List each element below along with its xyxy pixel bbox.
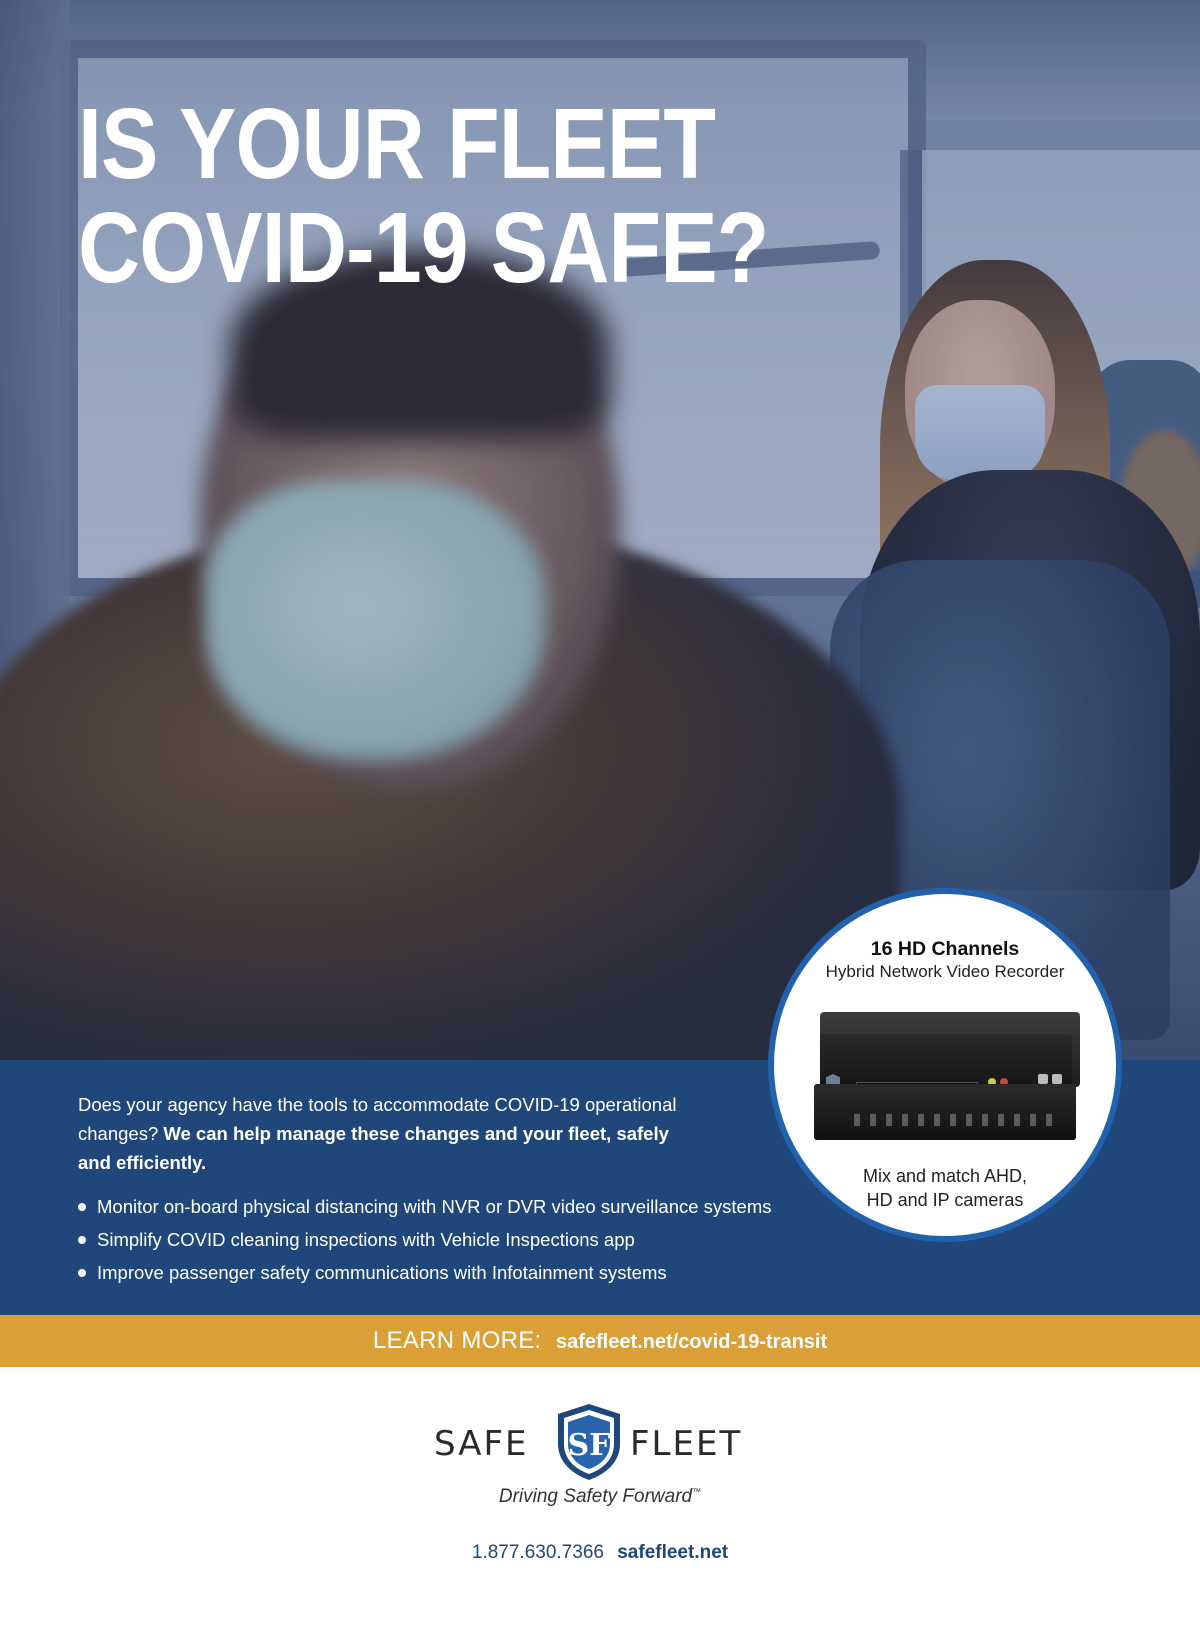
intro-bold-text: We can help manage these changes and your fleet, safely and efficiently.: [78, 1123, 669, 1173]
intro-paragraph: [78, 1090, 678, 1177]
network-port-icon: [1052, 1074, 1062, 1084]
headline: [78, 88, 769, 304]
feature-text: Monitor on-board physical distancing with NVR or DVR video surveillance systems: [97, 1196, 772, 1217]
bullet-icon: [78, 1236, 86, 1244]
logo-monogram: SF: [567, 1428, 611, 1463]
brand-tagline: [0, 1486, 1200, 1508]
bullet-icon: [78, 1203, 86, 1211]
product-subtitle: Hybrid Network Video Recorder: [825, 962, 1065, 981]
video-recorder-image: [810, 1002, 1082, 1152]
feature-text: Simplify COVID cleaning inspections with Vehicle Inspections app: [97, 1229, 635, 1250]
product-footnote-line-1: Mix and match AHD,: [862, 1166, 1028, 1186]
website-link[interactable]: safefleet.net: [617, 1542, 729, 1563]
headline-line-2: COVID-19 SAFE?: [78, 192, 769, 304]
logo-word-fleet: FLEET: [630, 1424, 743, 1464]
feature-list: [78, 1190, 772, 1289]
product-callout: [768, 888, 1122, 1242]
network-port-icon: [1038, 1074, 1048, 1084]
product-footnote-line-2: HD and IP cameras: [866, 1190, 1024, 1210]
bullet-icon: [78, 1269, 86, 1277]
headline-line-1: IS YOUR FLEET: [78, 88, 716, 200]
feature-item: [78, 1223, 772, 1256]
feature-item: [78, 1256, 772, 1289]
shield-icon: [554, 1402, 624, 1482]
status-leds: [854, 1114, 1054, 1126]
phone-number[interactable]: 1.877.630.7366: [471, 1542, 604, 1563]
tagline-text: Driving Safety Forward: [498, 1486, 693, 1507]
trademark-symbol: ™: [692, 1486, 702, 1497]
contact-line: [0, 1542, 1200, 1564]
feature-text: Improve passenger safety communications with Infotainment systems: [97, 1262, 667, 1283]
learn-more-bar: [0, 1315, 1200, 1367]
feature-item: [78, 1190, 772, 1223]
learn-more-link[interactable]: safefleet.net/covid-19-transit: [555, 1331, 828, 1353]
product-title: 16 HD Channels: [870, 938, 1020, 960]
safe-fleet-logo: [430, 1402, 770, 1482]
recorder-front-panel: [820, 1034, 1072, 1089]
recorder-top-unit: [820, 1012, 1080, 1087]
logo-word-safe: SAFE: [434, 1424, 529, 1464]
product-footnote: [774, 1164, 1116, 1212]
learn-more-label: LEARN MORE:: [372, 1327, 542, 1354]
recorder-bottom-unit: [814, 1084, 1076, 1140]
intro-plain-text: Does your agency have the tools to accommodate COVID-19 operational changes?: [78, 1094, 677, 1144]
